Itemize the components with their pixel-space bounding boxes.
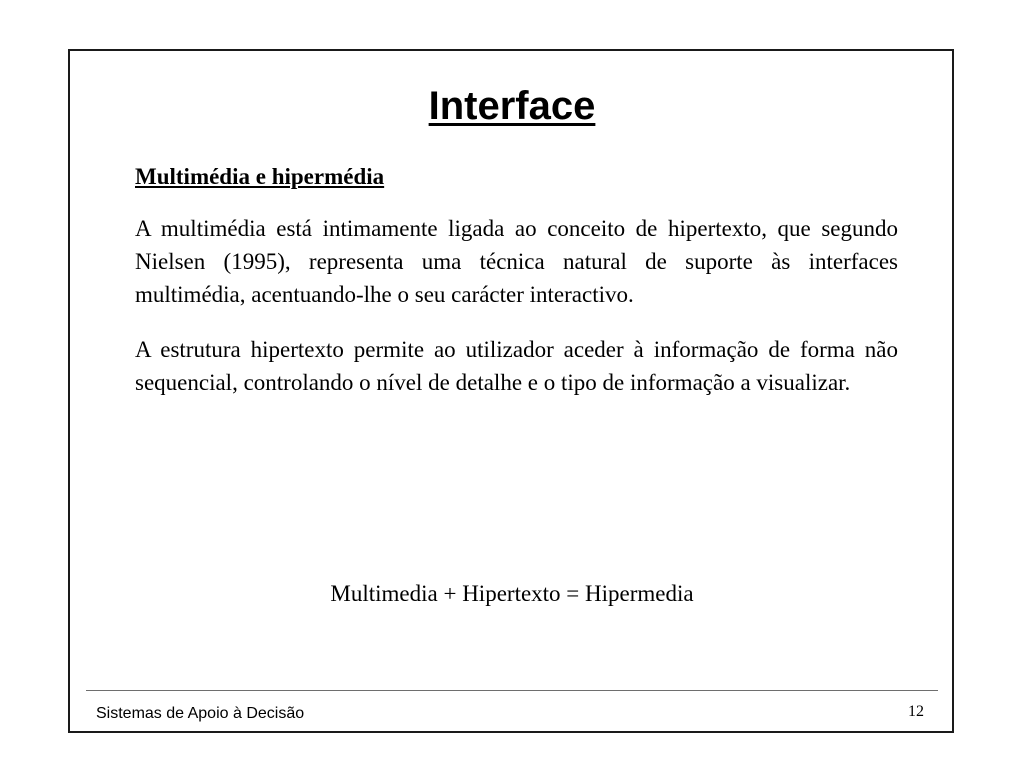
section-subtitle: Multimédia e hipermédia [135, 164, 385, 189]
slide-title: Interface [428, 84, 596, 128]
equation-text: Multimedia + Hipertexto = Hipermedia [330, 581, 694, 606]
paragraph-multimedia: A multimédia está intimamente ligada ao conceito de hipertexto, que segundo Nielsen (1995), representa uma técnica natural de suporte às interfaces multimédia, acentuando-lhe o seu carácter interactivo. [135, 216, 898, 307]
slide-body [135, 160, 898, 421]
footer-page-number: 12 [908, 703, 924, 720]
footer-divider [86, 690, 938, 691]
paragraph-hypertext: A estrutura hipertexto permite ao utilizador aceder à informação de forma não sequencial, controlando o nível de detalhe e o tipo de informação a visualizar. [135, 337, 898, 395]
footer-course-name: Sistemas de Apoio à Decisão [96, 705, 305, 722]
